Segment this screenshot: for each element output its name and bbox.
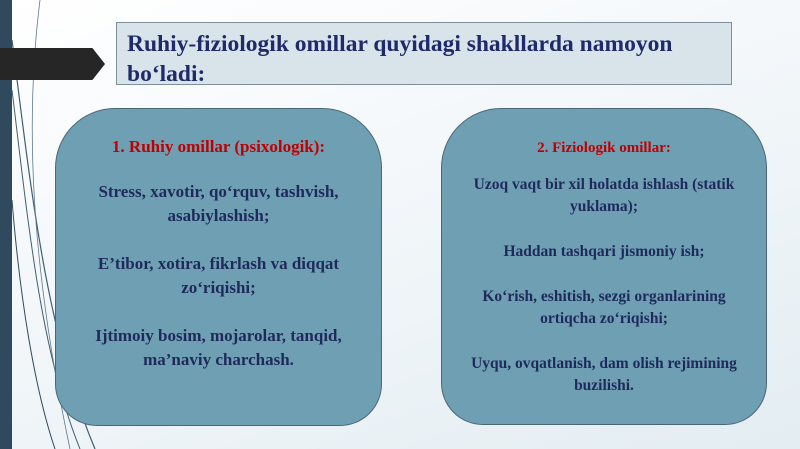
card-item: Ijtimoiy bosim, mojarolar, tanqid, ma’naviy charchash. (95, 326, 342, 369)
physiological-factors-card (441, 108, 767, 425)
psychological-factors-card (55, 108, 382, 426)
card-heading: 1. Ruhiy omillar (psixologik): (111, 137, 326, 156)
card-item: Stress, xavotir, qo‘rquv, tashvish, asabiylashish; (98, 182, 339, 225)
card-item: Haddan tashqari jismoniy ish; (503, 243, 705, 260)
slide-title: Ruhiy-fiziologik omillar quyidagi shakllarda namoyon bo‘ladi: (127, 31, 673, 87)
title-box (116, 22, 732, 85)
arrow-tab-decoration (0, 48, 105, 80)
card-item: Uyqu, ovqatlanish, dam olish rejimining buzilishi. (471, 355, 737, 394)
card-item: Uzoq vaqt bir xil holatda ishlash (statik yuklama); (473, 176, 735, 215)
card-heading: 2. Fiziologik omillar: (537, 140, 671, 156)
card-item: Ko‘rish, eshitish, sezgi organlarining ortiqcha zo‘riqishi; (482, 288, 726, 327)
card-item: E’tibor, xotira, fikrlash va diqqat zo‘riqishi; (97, 254, 340, 297)
